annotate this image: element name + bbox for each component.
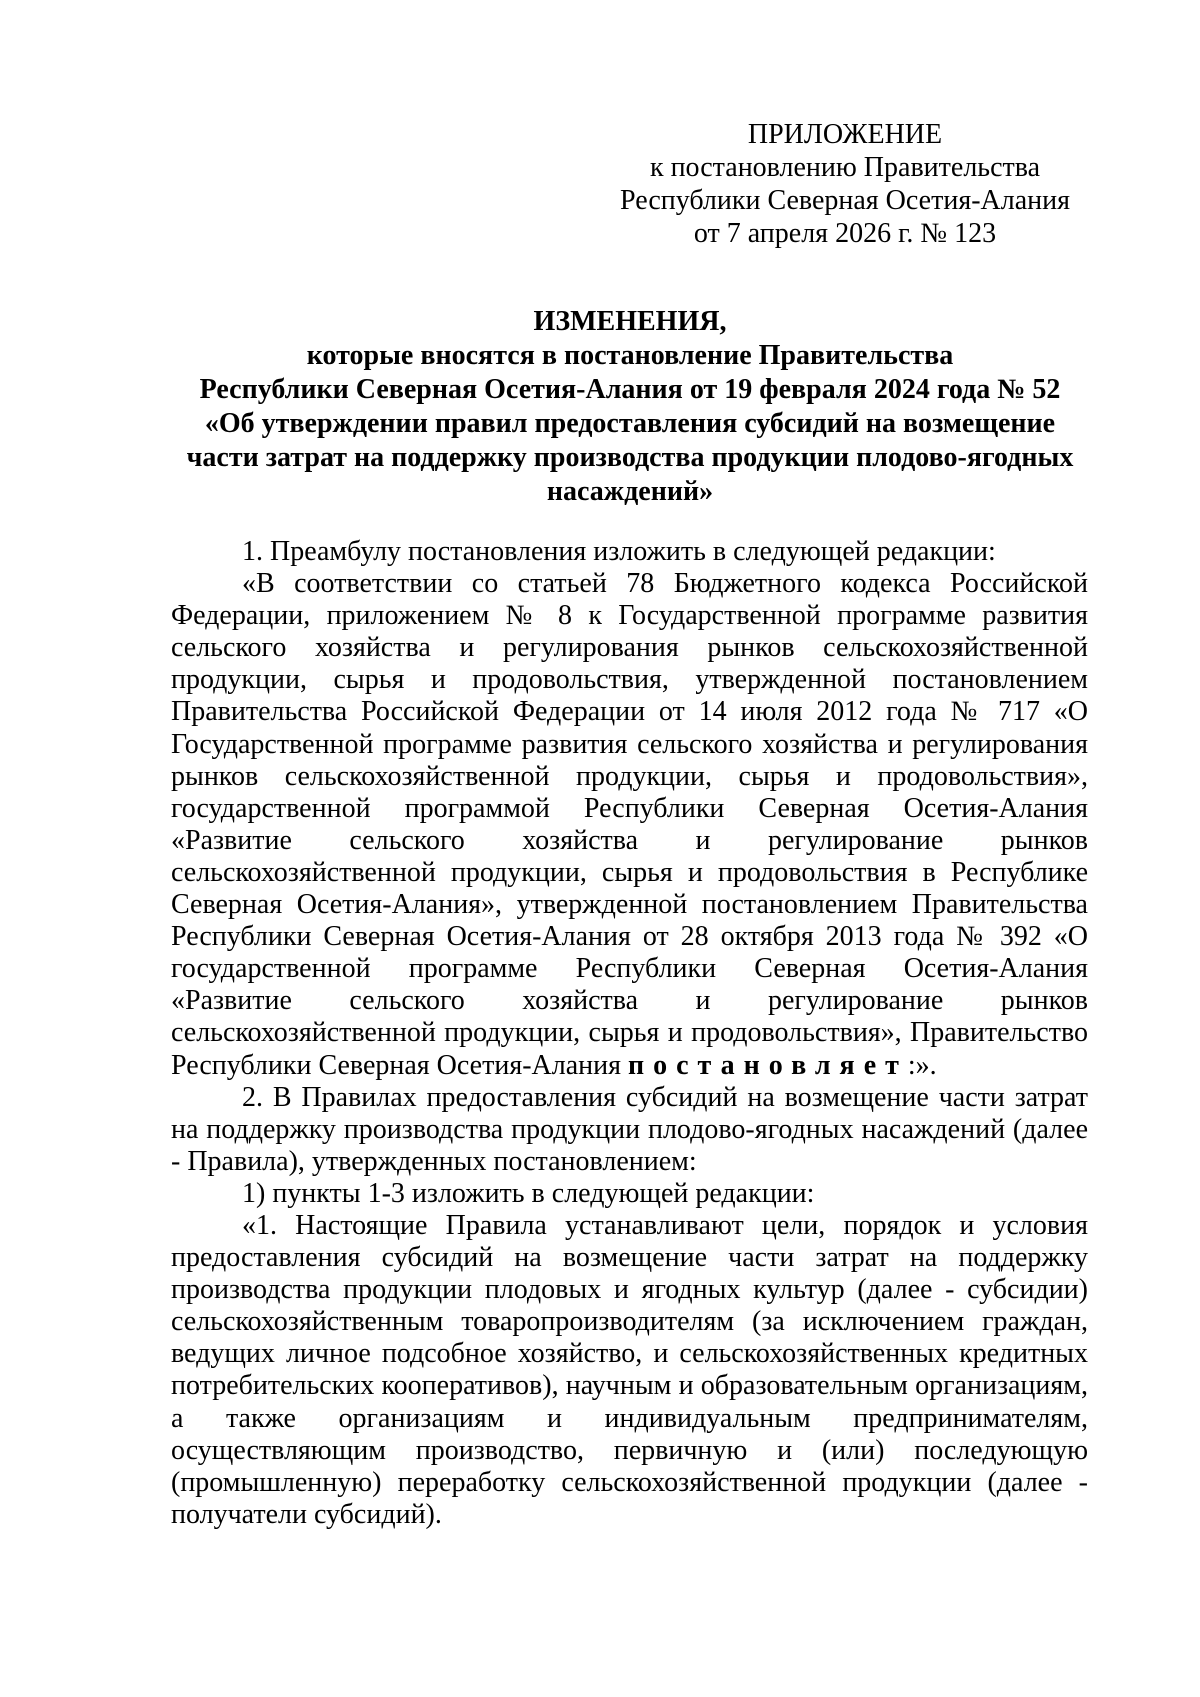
appendix-date-number: от 7 апреля 2026 г. № 123	[693, 218, 997, 249]
paragraph-rules-1: «1. Настоящие Правила устанавливают цели, порядок и условия предоставления субсидий на возмещение части затрат на поддержку производства продукции плодовых и ягодных культур (далее - субсидии) сельскохозяйственным товаропроизводителям (за исключением граждан, ведущих личное подсобное хозяйство, и сельскохозяйственных кредитных потребительских кооперативов), научным и образовательным организациям, а также организациям и индивидуальным предпринимателям, осуществляющим производство, первичную и (или) последующую (промышленную) переработку сельскохозяйственной продукции (далее - получатели субсидий).	[171, 1209, 1088, 1530]
appendix-reference-line: к постановлению Правительства	[649, 152, 1041, 183]
decree-word: постановляет	[628, 1049, 908, 1081]
preamble-text: «В соответствии со статьей 78 Бюджетного кодекса Российской Федерации, приложением № 8 к Государственной программе развития сельского хозяйства и регулирования рынков сельскохозяйственной продукции, сырья и продовольствия, утвержденной постановлением Правительства Российской Федерации от 14 июля 2012 года № 717 «О Государственной программе развития сельского хозяйства и регулирования рынков сельскохозяйственной продукции, сырья и продовольствия», государственной программой Республики Северная Осетия-Алания «Развитие сельского хозяйства и регулирование рынков сельскохозяйственной продукции, сырья и продовольствия в Республике Северная Осетия-Алания», утвержденной постановлением Правительства Республики Северная Осетия-Алания от 28 октября 2013 года № 392 «О государственной программе Республики Северная Осетия-Алания «Развитие сельского хозяйства и регулирование рынков сельскохозяйственной продукции, сырья и продовольствия», Правительство Республики Северная Осетия-Алания	[171, 568, 1088, 1081]
preamble-end: :».	[907, 1049, 937, 1081]
title-line-5: части затрат на поддержку производства продукции плодово-ягодных	[186, 442, 1074, 473]
paragraph-2: 2. В Правилах предоставления субсидий на возмещение части затрат на поддержку производства продукции плодово-ягодных насаждений (далее - Правила), утвержденных постановлением:	[171, 1081, 1088, 1177]
document-title	[170, 305, 1090, 509]
title-line-6: насаждений»	[546, 476, 714, 507]
appendix-header	[610, 118, 1080, 250]
title-heading: ИЗМЕНЕНИЯ,	[533, 306, 727, 337]
title-line-3: Республики Северная Осетия-Алания от 19 февраля 2024 года № 52	[199, 374, 1061, 405]
title-line-4: «Об утверждении правил предоставления субсидий на возмещение	[204, 408, 1056, 439]
appendix-label: ПРИЛОЖЕНИЕ	[747, 119, 943, 150]
title-line-2: которые вносятся в постановление Правительства	[306, 340, 954, 371]
document-body	[171, 536, 1088, 1531]
paragraph-1: 1. Преамбулу постановления изложить в следующей редакции:	[242, 536, 996, 567]
appendix-republic-line: Республики Северная Осетия-Алания	[620, 185, 1070, 216]
paragraph-preamble	[171, 568, 1088, 1082]
paragraph-subitem-1: 1) пункты 1-3 изложить в следующей редакции:	[242, 1177, 815, 1209]
